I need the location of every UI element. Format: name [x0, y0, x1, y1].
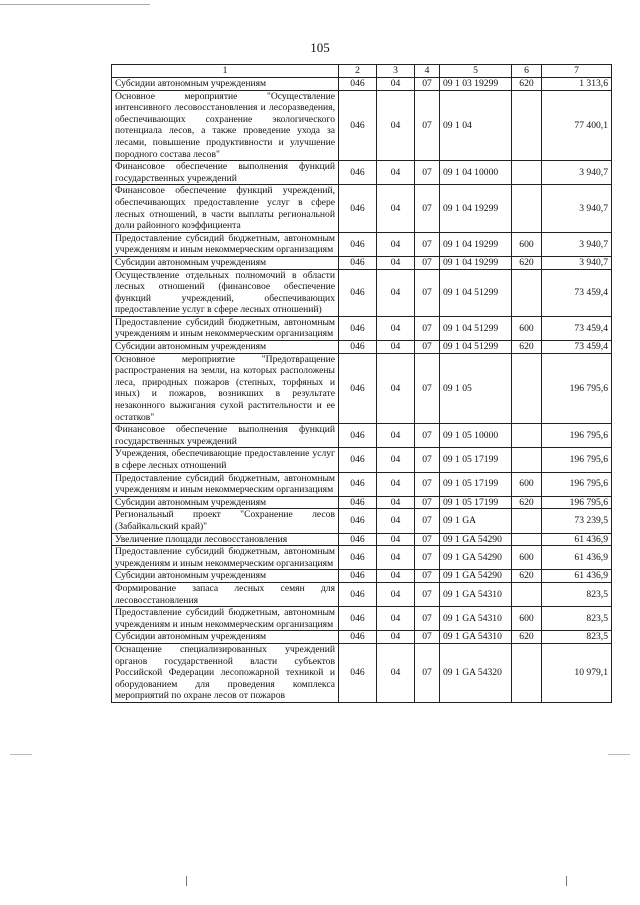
- ministry-code-cell: 046: [339, 631, 377, 644]
- table-row: [112, 185, 612, 232]
- expense-type-cell: 600: [512, 607, 542, 631]
- table-row: [112, 496, 612, 509]
- amount-cell: 61 436,9: [542, 546, 612, 570]
- expense-type-cell: [512, 90, 542, 161]
- table-row: [112, 256, 612, 269]
- amount-cell: 61 436,9: [542, 570, 612, 583]
- column-header: 3: [377, 65, 415, 78]
- table-row: [112, 341, 612, 354]
- section-code-cell: 04: [377, 269, 415, 316]
- table-row: [112, 353, 612, 424]
- expense-type-cell: 620: [512, 570, 542, 583]
- target-article-cell: 09 1 05 10000: [440, 424, 512, 448]
- target-article-cell: 09 1 04 10000: [440, 161, 512, 185]
- ministry-code-cell: 046: [339, 448, 377, 472]
- section-code-cell: 04: [377, 78, 415, 91]
- expense-type-cell: [512, 353, 542, 424]
- column-header: 1: [112, 65, 339, 78]
- target-article-cell: 09 1 04: [440, 90, 512, 161]
- section-code-cell: 04: [377, 232, 415, 256]
- ministry-code-cell: 046: [339, 269, 377, 316]
- section-code-cell: 04: [377, 496, 415, 509]
- section-code-cell: 04: [377, 607, 415, 631]
- table-row: [112, 472, 612, 496]
- section-code-cell: 04: [377, 448, 415, 472]
- expense-type-cell: 620: [512, 496, 542, 509]
- target-article-cell: 09 1 03 19299: [440, 78, 512, 91]
- amount-cell: 61 436,9: [542, 533, 612, 546]
- section-code-cell: 04: [377, 185, 415, 232]
- subsection-code-cell: 07: [415, 256, 440, 269]
- section-code-cell: 04: [377, 546, 415, 570]
- table-header-row: [112, 65, 612, 78]
- row-name-cell: Субсидии автономным учреждениям: [112, 570, 339, 583]
- table-row: [112, 448, 612, 472]
- section-code-cell: 04: [377, 570, 415, 583]
- expense-type-cell: 600: [512, 546, 542, 570]
- row-name-cell: Увеличение площади лесовосстановления: [112, 533, 339, 546]
- target-article-cell: 09 1 04 19299: [440, 256, 512, 269]
- row-name-cell: Финансовое обеспечение выполнения функций государственных учреждений: [112, 424, 339, 448]
- row-name-cell: Финансовое обеспечение функций учреждений, обеспечивающих предоставление услуг в сфере лесных отношений, в части выплаты региональной доли районного коэффициента: [112, 185, 339, 232]
- amount-cell: 3 940,7: [542, 256, 612, 269]
- section-code-cell: 04: [377, 509, 415, 533]
- target-article-cell: 09 1 04 51299: [440, 269, 512, 316]
- subsection-code-cell: 07: [415, 582, 440, 606]
- subsection-code-cell: 07: [415, 472, 440, 496]
- row-name-cell: Предоставление субсидий бюджетным, автономным учреждениям и иным некоммерческим организациям: [112, 607, 339, 631]
- ministry-code-cell: 046: [339, 341, 377, 354]
- subsection-code-cell: 07: [415, 496, 440, 509]
- page-number: 105: [310, 40, 330, 55]
- ministry-code-cell: 046: [339, 185, 377, 232]
- ministry-code-cell: 046: [339, 607, 377, 631]
- expense-type-cell: 620: [512, 341, 542, 354]
- ministry-code-cell: 046: [339, 582, 377, 606]
- subsection-code-cell: 07: [415, 631, 440, 644]
- row-name-cell: Предоставление субсидий бюджетным, автономным учреждениям и иным некоммерческим организациям: [112, 472, 339, 496]
- ministry-code-cell: 046: [339, 424, 377, 448]
- expense-type-cell: 620: [512, 631, 542, 644]
- section-code-cell: 04: [377, 643, 415, 702]
- subsection-code-cell: 07: [415, 448, 440, 472]
- column-header: 7: [542, 65, 612, 78]
- ministry-code-cell: 046: [339, 546, 377, 570]
- subsection-code-cell: 07: [415, 269, 440, 316]
- subsection-code-cell: 07: [415, 232, 440, 256]
- table-row: [112, 631, 612, 644]
- section-code-cell: 04: [377, 341, 415, 354]
- row-name-cell: Предоставление субсидий бюджетным, автономным учреждениям и иным некоммерческим организациям: [112, 546, 339, 570]
- target-article-cell: 09 1 GA 54310: [440, 607, 512, 631]
- table-row: [112, 90, 612, 161]
- target-article-cell: 09 1 05 17199: [440, 472, 512, 496]
- table-row: [112, 546, 612, 570]
- row-name-cell: Субсидии автономным учреждениям: [112, 256, 339, 269]
- target-article-cell: 09 1 GA: [440, 509, 512, 533]
- target-article-cell: 09 1 GA 54290: [440, 546, 512, 570]
- table-row: [112, 232, 612, 256]
- column-header: 2: [339, 65, 377, 78]
- subsection-code-cell: 07: [415, 546, 440, 570]
- expense-type-cell: [512, 185, 542, 232]
- scan-tick-mark: [186, 876, 187, 886]
- subsection-code-cell: 07: [415, 185, 440, 232]
- table-row: [112, 533, 612, 546]
- column-header: 4: [415, 65, 440, 78]
- table-row: [112, 424, 612, 448]
- ministry-code-cell: 046: [339, 78, 377, 91]
- target-article-cell: 09 1 05 17199: [440, 448, 512, 472]
- row-name-cell: Основное мероприятие "Предотвращение распространения на земли, на которых расположены леса, природных пожаров (степных, торфяных и иных) и пожаров, возникших в результате незаконного выжигания сухой растительности и ее остатков": [112, 353, 339, 424]
- scan-margin-mark: [10, 754, 32, 755]
- subsection-code-cell: 07: [415, 90, 440, 161]
- amount-cell: 1 313,6: [542, 78, 612, 91]
- target-article-cell: 09 1 05 17199: [440, 496, 512, 509]
- row-name-cell: Осуществление отдельных полномочий в области лесных отношений (финансовое обеспечение функций учреждений, обеспечивающих предоставление услуг в сфере лесных отношений): [112, 269, 339, 316]
- amount-cell: 77 400,1: [542, 90, 612, 161]
- expense-type-cell: [512, 533, 542, 546]
- amount-cell: 823,5: [542, 631, 612, 644]
- expense-type-cell: [512, 424, 542, 448]
- section-code-cell: 04: [377, 631, 415, 644]
- row-name-cell: Основное мероприятие "Осуществление интенсивного лесовосстановления и лесоразведения, обеспечивающих сохранение экологического потенциала лесов, а также проведение ухода за лесами, повышение продуктивности и улучшение породного состава лесов": [112, 90, 339, 161]
- subsection-code-cell: 07: [415, 316, 440, 340]
- ministry-code-cell: 046: [339, 90, 377, 161]
- expense-type-cell: 620: [512, 256, 542, 269]
- row-name-cell: Субсидии автономным учреждениям: [112, 631, 339, 644]
- ministry-code-cell: 046: [339, 643, 377, 702]
- target-article-cell: 09 1 04 51299: [440, 316, 512, 340]
- row-name-cell: Субсидии автономным учреждениям: [112, 496, 339, 509]
- subsection-code-cell: 07: [415, 533, 440, 546]
- target-article-cell: 09 1 04 51299: [440, 341, 512, 354]
- ministry-code-cell: 046: [339, 161, 377, 185]
- amount-cell: 73 459,4: [542, 316, 612, 340]
- expense-type-cell: 600: [512, 232, 542, 256]
- table-row: [112, 78, 612, 91]
- target-article-cell: 09 1 05: [440, 353, 512, 424]
- section-code-cell: 04: [377, 90, 415, 161]
- table-row: [112, 570, 612, 583]
- ministry-code-cell: 046: [339, 496, 377, 509]
- scan-margin-mark: [608, 754, 630, 755]
- expense-type-cell: 620: [512, 78, 542, 91]
- target-article-cell: 09 1 GA 54290: [440, 570, 512, 583]
- ministry-code-cell: 046: [339, 232, 377, 256]
- subsection-code-cell: 07: [415, 509, 440, 533]
- row-name-cell: Финансовое обеспечение выполнения функций государственных учреждений: [112, 161, 339, 185]
- table-row: [112, 161, 612, 185]
- expense-type-cell: [512, 509, 542, 533]
- amount-cell: 3 940,7: [542, 185, 612, 232]
- ministry-code-cell: 046: [339, 472, 377, 496]
- subsection-code-cell: 07: [415, 341, 440, 354]
- ministry-code-cell: 046: [339, 256, 377, 269]
- table-row: [112, 643, 612, 702]
- subsection-code-cell: 07: [415, 607, 440, 631]
- subsection-code-cell: 07: [415, 78, 440, 91]
- row-name-cell: Предоставление субсидий бюджетным, автономным учреждениям и иным некоммерческим организациям: [112, 316, 339, 340]
- ministry-code-cell: 046: [339, 533, 377, 546]
- expense-type-cell: 600: [512, 472, 542, 496]
- table-row: [112, 509, 612, 533]
- expense-type-cell: [512, 582, 542, 606]
- target-article-cell: 09 1 GA 54310: [440, 582, 512, 606]
- amount-cell: 10 979,1: [542, 643, 612, 702]
- expense-type-cell: 600: [512, 316, 542, 340]
- ministry-code-cell: 046: [339, 570, 377, 583]
- amount-cell: 196 795,6: [542, 472, 612, 496]
- scan-edge-line: [0, 4, 150, 5]
- subsection-code-cell: 07: [415, 353, 440, 424]
- subsection-code-cell: 07: [415, 424, 440, 448]
- section-code-cell: 04: [377, 161, 415, 185]
- section-code-cell: 04: [377, 256, 415, 269]
- row-name-cell: Оснащение специализированных учреждений органов государственной власти субъектов Российской Федерации лесопожарной техникой и оборудованием для проведения комплекса мероприятий по охране лесов от пожаров: [112, 643, 339, 702]
- section-code-cell: 04: [377, 316, 415, 340]
- amount-cell: 73 459,4: [542, 341, 612, 354]
- target-article-cell: 09 1 GA 54320: [440, 643, 512, 702]
- row-name-cell: Субсидии автономным учреждениям: [112, 341, 339, 354]
- amount-cell: 73 239,5: [542, 509, 612, 533]
- target-article-cell: 09 1 GA 54290: [440, 533, 512, 546]
- amount-cell: 3 940,7: [542, 232, 612, 256]
- section-code-cell: 04: [377, 353, 415, 424]
- row-name-cell: Субсидии автономным учреждениям: [112, 78, 339, 91]
- column-header: 6: [512, 65, 542, 78]
- expense-type-cell: [512, 448, 542, 472]
- table-row: [112, 582, 612, 606]
- amount-cell: 196 795,6: [542, 424, 612, 448]
- section-code-cell: 04: [377, 582, 415, 606]
- target-article-cell: 09 1 04 19299: [440, 185, 512, 232]
- section-code-cell: 04: [377, 472, 415, 496]
- column-header: 5: [440, 65, 512, 78]
- subsection-code-cell: 07: [415, 161, 440, 185]
- ministry-code-cell: 046: [339, 316, 377, 340]
- row-name-cell: Региональный проект "Сохранение лесов (Забайкальский край)": [112, 509, 339, 533]
- subsection-code-cell: 07: [415, 570, 440, 583]
- section-code-cell: 04: [377, 533, 415, 546]
- amount-cell: 196 795,6: [542, 353, 612, 424]
- amount-cell: 823,5: [542, 582, 612, 606]
- expense-type-cell: [512, 643, 542, 702]
- budget-table: [111, 64, 612, 703]
- target-article-cell: 09 1 GA 54310: [440, 631, 512, 644]
- amount-cell: 196 795,6: [542, 448, 612, 472]
- section-code-cell: 04: [377, 424, 415, 448]
- row-name-cell: Формирование запаса лесных семян для лесовосстановления: [112, 582, 339, 606]
- expense-type-cell: [512, 269, 542, 316]
- amount-cell: 823,5: [542, 607, 612, 631]
- row-name-cell: Учреждения, обеспечивающие предоставление услуг в сфере лесных отношений: [112, 448, 339, 472]
- table-row: [112, 316, 612, 340]
- subsection-code-cell: 07: [415, 643, 440, 702]
- target-article-cell: 09 1 04 19299: [440, 232, 512, 256]
- table-row: [112, 269, 612, 316]
- amount-cell: 196 795,6: [542, 496, 612, 509]
- amount-cell: 3 940,7: [542, 161, 612, 185]
- ministry-code-cell: 046: [339, 509, 377, 533]
- amount-cell: 73 459,4: [542, 269, 612, 316]
- scan-tick-mark: [566, 876, 567, 886]
- expense-type-cell: [512, 161, 542, 185]
- row-name-cell: Предоставление субсидий бюджетным, автономным учреждениям и иным некоммерческим организациям: [112, 232, 339, 256]
- ministry-code-cell: 046: [339, 353, 377, 424]
- table-row: [112, 607, 612, 631]
